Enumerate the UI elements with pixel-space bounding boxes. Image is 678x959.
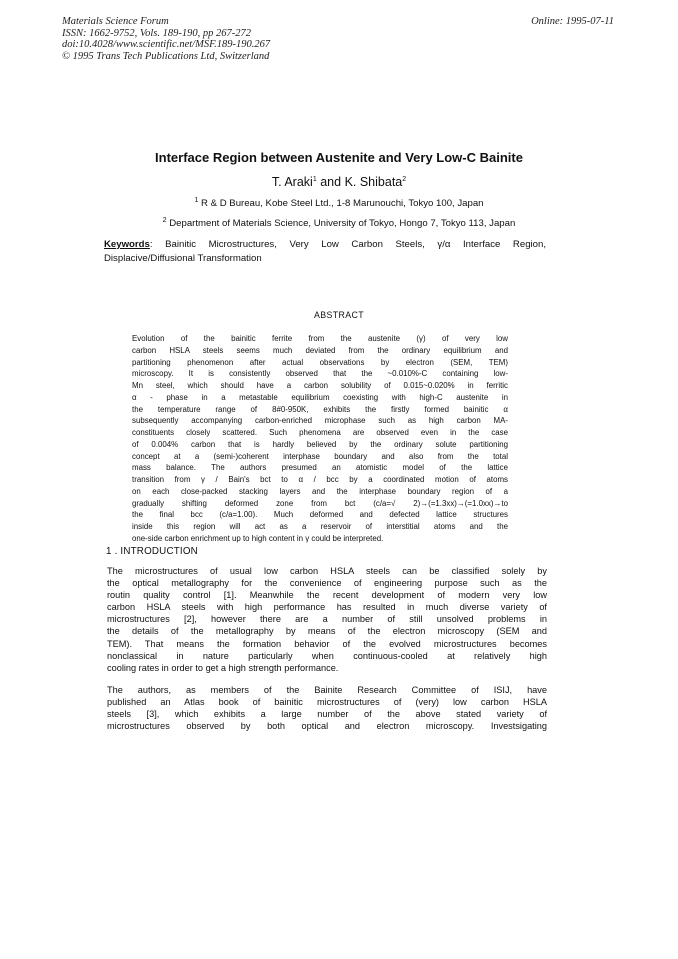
author-line: [0, 175, 678, 189]
body-line: steels [3], which exhibits a large number of the above stated variety of: [107, 709, 547, 720]
abstract-line: inside this region will act as a reservoir of interstitial atoms and the: [132, 522, 508, 531]
abstract-line: concept at a (semi-)coherent interphase boundary and also from the total: [132, 451, 508, 461]
abstract-line: on each close-packed stacking layers and the interphase boundary region of a: [132, 486, 508, 496]
abstract-line: α - phase in a metastable equilibrium coexisting with high-C austenite in: [132, 392, 508, 402]
abstract-line: carbon HSLA steels seems much deviated from the ordinary equilibrium and: [132, 345, 508, 355]
journal-name: Materials Science Forum: [62, 16, 169, 27]
abstract-line: Mn steel, which should have a carbon solubility of 0.015~0.020% in ferritic: [132, 381, 508, 390]
abstract-line: gradually shifting deformed zone from bct (c/a=√ 2)→(=1.3xx)→(=1.0xx)→to: [132, 498, 508, 508]
abstract-line: the temperature range of 8#0-950K, exhibits the firstly formed bainitic α: [132, 404, 508, 414]
author-sup: 1: [312, 175, 317, 183]
author-conjunction: and: [316, 175, 345, 189]
affiliation-text: Department of Materials Science, University of Tokyo, Hongo 7, Tokyo 113, Japan: [166, 218, 516, 230]
paper-title: Interface Region between Austenite and Very Low-C Bainite: [155, 150, 523, 165]
affiliation-sup: 1: [194, 197, 199, 204]
abstract-line: transition from γ / Bain's bct to α / bcc by a coordinated motion of atoms: [132, 475, 508, 484]
body-line: nonclassical in nature particularly when continuous-cooled at relatively high: [107, 650, 547, 661]
abstract-line: the final bcc (c/a=1.00). Much deformed and defected lattice structures: [132, 510, 508, 520]
abstract-body: [132, 333, 508, 545]
abstract-heading: ABSTRACT: [313, 310, 365, 320]
body-line: routin quality control [1]. Meanwhile the recent development of modern very low: [107, 590, 547, 601]
keywords-block: [104, 238, 546, 266]
keywords-text: : Bainitic Microstructures, Very Low Carbon Steels, γ/α Interface Region, Displacive/Diffusional Transformation: [104, 239, 546, 264]
issn-line: ISSN: 1662-9752, Vols. 189-190, pp 267-272: [62, 27, 251, 39]
abstract-line: subsequently accompanying carbon-enriched microphase such as high carbon MA-: [132, 416, 508, 426]
body-line: The authors, as members of the Bainite Research Committee of ISIJ, have: [107, 685, 547, 695]
doi-line[interactable]: doi:10.4028/www.scientific.net/MSF.189-190.267: [62, 39, 271, 51]
abstract-line: constituents closely scattered. Such phenomena are observed even in the case: [132, 428, 508, 437]
abstract-line: one-side carbon enrichment up to high content in γ could be interpreted.: [132, 533, 384, 543]
body-line: the optical metallography for the convenience of engineering purpose such as the: [107, 578, 547, 589]
body-line: microstructures observed by both optical and electron microscopy. Investsigating: [107, 721, 547, 732]
copyright-line: © 1995 Trans Tech Publications Ltd, Switzerland: [62, 50, 270, 62]
journal-header: [62, 16, 270, 62]
body-line: the details of the metallography by means of the electron microscopy (SEM and: [107, 626, 547, 637]
body-line: cooling rates in order to get a high strength performance.: [107, 662, 339, 673]
online-date: Online: 1995-07-11: [531, 16, 614, 27]
body-line: microstructures [2], however there are a number of still unsolved problems in: [107, 614, 547, 625]
abstract-line: partitioning phenomenon after actual observations by electron (SEM, TEM): [132, 357, 508, 367]
affiliation-text: R & D Bureau, Kobe Steel Ltd., 1-8 Marunouchi, Tokyo 100, Japan: [198, 198, 484, 210]
affiliation-sup: 2: [162, 217, 167, 224]
body-line: published an Atlas book of bainitic microstructures of (very) low carbon HSLA: [107, 697, 547, 708]
section-heading: 1 . INTRODUCTION: [106, 546, 198, 557]
affiliation-1: [0, 197, 678, 209]
abstract-line: microscopy. It is consistently observed that the ~0.010%-C containing low-: [132, 369, 508, 379]
author-name: K. Shibata: [344, 175, 403, 189]
abstract-line: mass balance. The authors presumed an atomistic model of the lattice: [132, 463, 508, 473]
keywords-label: Keywords: [104, 239, 150, 250]
author-name: T. Araki: [271, 175, 313, 189]
body-line: carbon HSLA steels with high performance has resulted in much diverse variety of: [107, 602, 547, 613]
body-line: The microstructures of usual low carbon HSLA steels can be classified solely by: [107, 566, 547, 576]
abstract-line: Evolution of the bainitic ferrite from the austenite (γ) of very low: [132, 334, 508, 343]
affiliation-2: [0, 217, 678, 229]
author-sup: 2: [402, 175, 407, 183]
body-line: TEM). That means the formation behavior of the evolved microstructures becomes: [107, 638, 547, 649]
intro-paragraph-1: [107, 565, 547, 674]
abstract-line: of 0.004% carbon that is hardly believed by the ordinary solute partitioning: [132, 439, 508, 449]
intro-paragraph-2: [107, 684, 547, 732]
